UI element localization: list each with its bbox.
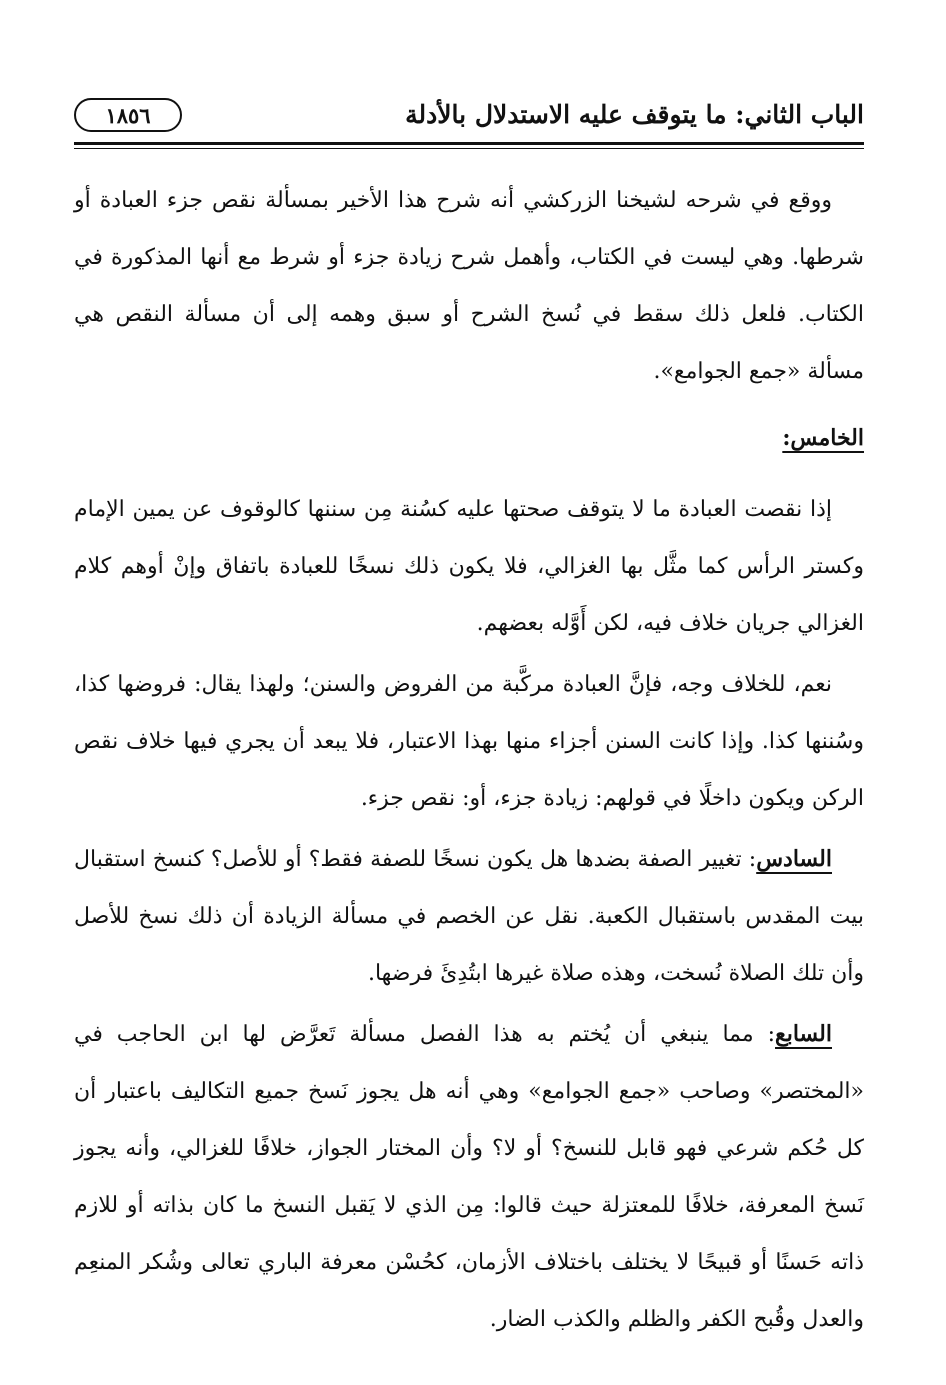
paragraph-zarkashi: ووقع في شرحه لشيخنا الزركشي أنه شرح هذا الأخير بمسألة نقص جزء العبادة أو شرطها. وهي ليست في الكتاب، وأهمل شرح زيادة جزء أو شرط مع أنها المذكورة في الكتاب. فلعل ذلك سقط في نُسخ الشرح أو سبق وهمه إلى أن مسألة النقص هي مسألة «جمع الجوامع». (74, 188, 864, 384)
header-rule-thick (74, 142, 864, 145)
paragraph-seventh (74, 1006, 864, 1348)
header-rule-thin (74, 148, 864, 149)
chapter-title: الباب الثاني: ما يتوقف عليه الاستدلال بالأدلة (405, 100, 864, 129)
book-page (74, 92, 864, 1332)
page-body (74, 172, 864, 1348)
running-header (74, 92, 864, 140)
heading-fifth-label: الخامس: (782, 425, 864, 451)
page-number-badge: ١٨٥٦ (74, 98, 182, 132)
paragraph-fifth: إذا نقصت العبادة ما لا يتوقف صحتها عليه كسُنة مِن سننها كالوقوف عن يمين الإمام وكستر الرأس كما مثَّل بها الغزالي، فلا يكون ذلك نسخًا للعبادة باتفاق وإنْ أوهم كلام الغزالي جريان خلاف فيه، لكن أَوَّله بعضهم. (74, 497, 864, 636)
heading-fifth (74, 410, 864, 467)
sixth-text: : تغيير الصفة بضدها هل يكون نسخًا للصفة فقط؟ أو للأصل؟ كنسخ استقبال بيت المقدس باستقبال الكعبة. نقل عن الخصم في مسألة الزيادة أن ذلك نسخ للأصل وأن تلك الصلاة نُسخت، وهذه صلاة غيرها ابتُدِئَ فرضها. (74, 847, 864, 986)
paragraph-khilaf: نعم، للخلاف وجه، فإنَّ العبادة مركَّبة من الفروض والسنن؛ ولهذا يقال: فروضها كذا، وسُننها كذا. وإذا كانت السنن أجزاء منها بهذا الاعتبار، فلا يبعد أن يجري فيها خلاف نقص الركن ويكون داخلًا في قولهم: زيادة جزء، أو: نقص جزء. (74, 672, 864, 811)
seventh-label: السابع (775, 1021, 832, 1047)
seventh-text: : مما ينبغي أن يُختم به هذا الفصل مسألة تَعرَّض لها ابن الحاجب في «المختصر» وصاحب «جمع الجوامع» وهي أنه هل يجوز نَسخ جميع التكاليف باعتبار أن كل حُكم شرعي فهو قابل للنسخ؟ أو لا؟ وأن المختار الجواز، خلافًا للغزالي، وأنه يجوز نَسخ المعرفة، خلافًا للمعتزلة حيث قالوا: مِن الذي لا يَقبل النسخ ما كان بذاته أو للازم ذاته حَسنًا أو قبيحًا لا يختلف باختلاف الأزمان، كحُسْن معرفة الباري تعالى وشُكر المنعِم والعدل وقُبح الكفر والظلم والكذب الضار. (74, 1022, 864, 1332)
sixth-label: السادس (756, 846, 832, 872)
paragraph-sixth (74, 831, 864, 1002)
